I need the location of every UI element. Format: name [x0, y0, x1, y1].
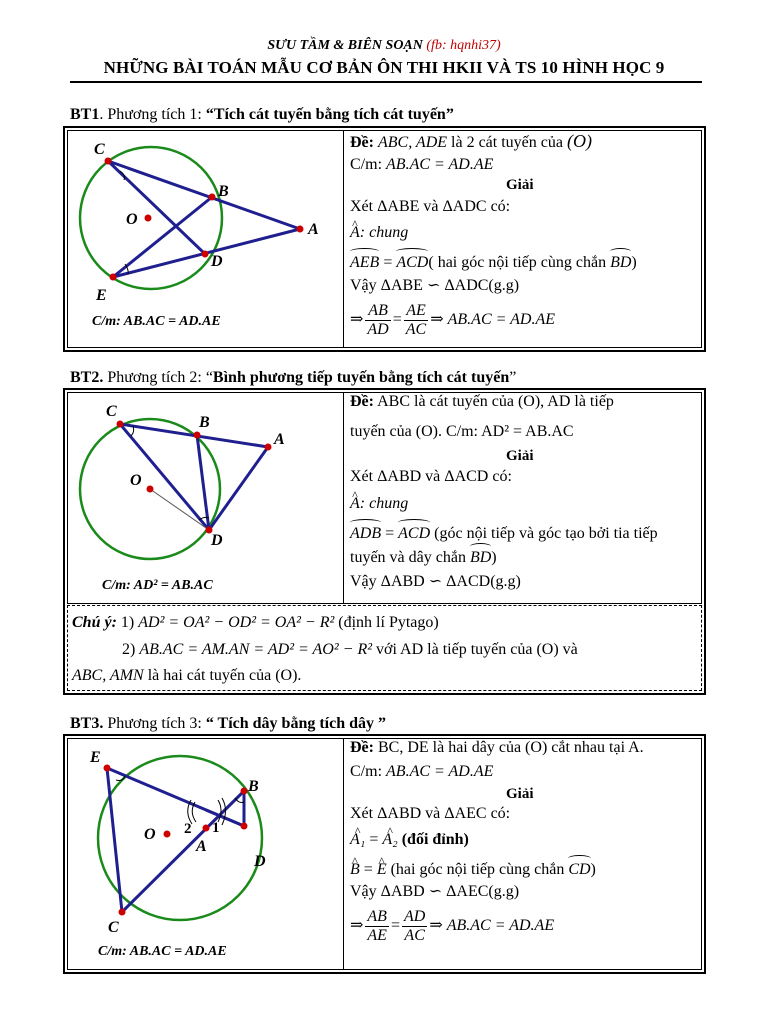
bt3-point-o	[164, 831, 171, 838]
bt1-de-o: (O)	[566, 131, 592, 151]
bt3-step2-close: )	[590, 861, 596, 878]
bt3-circle	[98, 756, 262, 920]
bt1-step2-text: ( hai góc nội tiếp cùng chắn	[428, 254, 611, 271]
bt3-frac-1	[365, 908, 389, 945]
bt1-label: BT1	[70, 106, 100, 123]
bt3-conclusion: AB.AC = AD.AE	[446, 917, 555, 935]
bt1-conclusion: AB.AC = AD.AE	[447, 311, 555, 329]
bt2-vay: Vậy ΔABD ∽ ΔACD(g.g)	[350, 573, 521, 590]
note-item1-tail: (định lí Pytago)	[334, 614, 439, 631]
bt3-point-a	[203, 825, 210, 832]
bt1-figure-caption: C/m: AB.AC = AD.AE	[92, 314, 221, 329]
note-line3	[72, 666, 301, 686]
bt2-label-o: O	[130, 472, 142, 489]
bt3-label-a: A	[196, 838, 207, 855]
bt1-vay: Vậy ΔABE ∽ ΔADC(g.g)	[350, 277, 520, 294]
bt1-angle-aeb: AEB	[350, 254, 380, 271]
bt3-label: BT3.	[70, 715, 104, 732]
bt2-angle-a: ^ A	[350, 494, 360, 514]
bt3-giai: Giải	[506, 786, 534, 802]
credit-line	[0, 38, 768, 54]
bt1-de-text: là 2 cát tuyến của	[447, 134, 567, 151]
note-label: Chú ý:	[72, 614, 117, 631]
bt1-point-e	[110, 274, 117, 281]
bt2-figure	[68, 392, 342, 604]
bt2-figure-caption: C/m: AD² = AB.AC	[102, 578, 213, 593]
bt3-de-label: Đề:	[350, 739, 374, 756]
bt1-de-label: Đề:	[350, 134, 374, 151]
bt1-cm	[350, 155, 493, 175]
bt3-frac-2-den: AC	[404, 927, 425, 944]
bt1-label-a: A	[308, 221, 319, 238]
bt1-step2-close: )	[631, 254, 637, 271]
bt1-de-lines: ABC, ADE	[377, 134, 448, 151]
note-item2: AB.AC = AM.AN = AD² = AO² − R²	[139, 641, 373, 658]
bt3-point-b	[241, 788, 248, 795]
bt1-frac-1	[365, 302, 390, 339]
bt3-frac-1-num: AB	[367, 908, 387, 925]
bt3-step2: ^ B = ^ E (hai góc nội tiếp cùng chắn CD)	[350, 860, 596, 880]
bt3-label-d: D	[254, 853, 266, 870]
note-line1	[72, 613, 439, 633]
bt3-cm	[350, 762, 493, 782]
bt3-point-c	[119, 909, 126, 916]
bt1-label-c: C	[94, 141, 105, 158]
bt2-label-b: B	[199, 414, 210, 431]
facebook-handle: (fb: hqnhi37)	[426, 38, 501, 53]
bt3-label-o: O	[144, 826, 156, 843]
note-item2-tail: với AD là tiếp tuyến của (O) và	[372, 641, 578, 658]
bt2-step2: ADB = ACD (góc nội tiếp và góc tạo bởi tia tiếp	[350, 525, 658, 542]
bt2-label: BT2.	[70, 369, 104, 386]
bt1-label-d: D	[211, 253, 223, 270]
bt1-quote: “Tích cát tuyến bằng tích cát tuyến”	[205, 106, 454, 123]
bt1-label-e: E	[96, 287, 107, 304]
bt1-de	[350, 131, 592, 153]
bt1-step2: AEB = ACD( hai góc nội tiếp cùng chắn BD)	[350, 254, 637, 271]
bt3-label-2: 2	[184, 821, 192, 837]
bt2-step2-close: )	[491, 549, 497, 566]
bt3-point-e	[104, 765, 111, 772]
bt1-frac-2-den: AC	[405, 321, 427, 338]
bt3-step1: ^ A₁ = ^ A₂ (đối đỉnh)	[350, 830, 469, 850]
bt3-vay: Vậy ΔABD ∽ ΔAEC(g.g)	[350, 883, 520, 900]
bt2-step1-text: : chung	[359, 495, 409, 512]
bt3-angle-b-label: ^ B	[350, 860, 360, 880]
bt2-label-d: D	[211, 532, 223, 549]
bt1-xet: Xét ΔABE và ΔADC có:	[350, 198, 511, 215]
bt1-frac-1-den: AD	[367, 321, 389, 338]
bt1-point-d	[202, 251, 209, 258]
bt1-step1	[350, 223, 408, 243]
credit-text: SƯU TẦM & BIÊN SOẠN	[267, 38, 423, 53]
bt3-step2-text: (hai góc nội tiếp cùng chắn	[386, 861, 569, 878]
bt3-frac-1-den: AE	[367, 927, 387, 944]
bt2-point-o	[147, 486, 154, 493]
header-rule	[70, 81, 702, 83]
bt2-angle-acd: ACD	[398, 525, 431, 542]
bt1-point-o	[145, 215, 152, 222]
bt3-angle-a1-label: ^ A₁	[350, 830, 365, 850]
bt2-line2: tuyến của (O). C/m: AD² = AB.AC	[350, 423, 574, 440]
bt3-ratio: ⇒ $\frac{AB}{AE}$ = $\frac{AD}{AC}$ ⇒ AB.AC = AD.AE	[350, 908, 555, 944]
note-item3-tail: là hai cát tuyến của (O).	[143, 667, 302, 684]
bt2-xet: Xét ΔABD và ΔACD có:	[350, 468, 512, 485]
bt1-frac-2	[404, 302, 428, 339]
bt1-label-o: O	[126, 211, 138, 228]
bt3-step1-text: (đối đỉnh)	[397, 831, 469, 848]
bt3-divider	[343, 738, 344, 970]
bt2-quote-end: ”	[509, 369, 517, 386]
bt2-arc-bd: BD	[469, 549, 492, 566]
bt1-label-b: B	[218, 183, 229, 200]
bt3-label-c: C	[108, 919, 119, 936]
bt2-angle-adb: ADB	[350, 525, 382, 542]
bt2-divider	[343, 392, 344, 604]
bt3-cm-label: C/m:	[350, 763, 387, 780]
bt1-topic: . Phương tích 1:	[99, 106, 206, 123]
bt1-point-a	[297, 226, 304, 233]
bt3-arc-cd: CD	[568, 861, 591, 878]
bt3-heading	[70, 715, 386, 733]
bt3-figure-caption: C/m: AB.AC = AD.AE	[98, 944, 227, 959]
bt1-divider	[343, 130, 344, 348]
bt3-de	[350, 738, 644, 758]
bt1-frac-2-num: AE	[404, 302, 428, 321]
bt2-step1	[350, 494, 408, 514]
bt3-label-b: B	[248, 778, 259, 795]
bt2-topic: Phương tích 2: “	[103, 369, 213, 386]
bt2-de-label: Đề:	[350, 393, 374, 410]
bt1-angle-a: ^ A	[350, 223, 360, 243]
bt1-step1-text: : chung	[359, 224, 409, 241]
note-line2	[122, 640, 578, 660]
bt2-point-a	[265, 444, 272, 451]
bt2-step2-text2: tuyến và dây chắn	[350, 549, 470, 566]
bt3-point-d	[241, 823, 248, 830]
bt3-angle-a1	[218, 800, 221, 822]
bt3-figure	[68, 738, 342, 970]
bt2-step2-cont	[350, 548, 497, 568]
bt3-quote: “ Tích dây bằng tích dây ”	[205, 715, 387, 732]
bt3-line1: BC, DE là hai dây của (O) cắt nhau tại A.	[373, 739, 644, 756]
bt3-frac-2	[402, 908, 427, 945]
page-title: NHỮNG BÀI TOÁN MẪU CƠ BẢN ÔN THI HKII VÀ TS 10 HÌNH HỌC 9	[103, 58, 665, 77]
bt3-topic: Phương tích 3:	[103, 715, 206, 732]
bt2-giai: Giải	[506, 448, 534, 464]
bt1-arc-bd: BD	[610, 254, 632, 271]
bt1-point-b	[209, 194, 216, 201]
bt2-line-ad	[209, 447, 268, 530]
bt2-label-c: C	[106, 403, 117, 420]
note-item1-num: 1)	[116, 614, 139, 631]
bt1-giai: Giải	[506, 177, 534, 193]
bt2-line1: ABC là cát tuyến của (O), AD là tiếp	[373, 393, 614, 410]
note-item3: ABC, AMN	[72, 667, 144, 684]
bt3-label-1: 1	[212, 820, 220, 836]
bt3-xet: Xét ΔABD và ΔAEC có:	[350, 805, 511, 822]
bt2-angle-c	[131, 426, 134, 436]
bt1-point-c	[105, 158, 112, 165]
bt2-quote: Bình phương tiếp tuyến bằng tích cát tuyến	[212, 369, 510, 386]
bt1-cm-text: AB.AC = AD.AE	[386, 156, 494, 173]
bt2-de	[350, 392, 614, 412]
bt2-step2-text: (góc nội tiếp và góc tạo bởi tia tiếp	[430, 525, 658, 542]
bt3-cm-text: AB.AC = AD.AE	[386, 763, 494, 780]
bt3-label-e: E	[90, 749, 101, 766]
bt2-label-a: A	[274, 431, 285, 448]
note-item2-num: 2)	[122, 641, 140, 658]
bt1-ratio: ⇒ $\frac{AB}{AD}$ = $\frac{AE}{AC}$ ⇒ AB.AC = AD.AE	[350, 302, 555, 338]
bt2-heading	[70, 369, 516, 387]
bt1-angle-acd: ACD	[396, 254, 429, 271]
note-item1: AD² = OA² − OD² = OA² − R²	[138, 614, 335, 631]
bt2-point-b	[194, 432, 201, 439]
bt2-point-c	[117, 421, 124, 428]
bt1-heading	[70, 106, 454, 124]
bt3-angle-e-label: ^ E	[377, 860, 387, 880]
bt1-cm-label: C/m:	[350, 156, 387, 173]
bt3-frac-2-num: AD	[403, 908, 426, 925]
bt3-angle-a2-label: ^ A₂	[382, 830, 397, 850]
bt1-frac-1-num: AB	[365, 302, 390, 321]
